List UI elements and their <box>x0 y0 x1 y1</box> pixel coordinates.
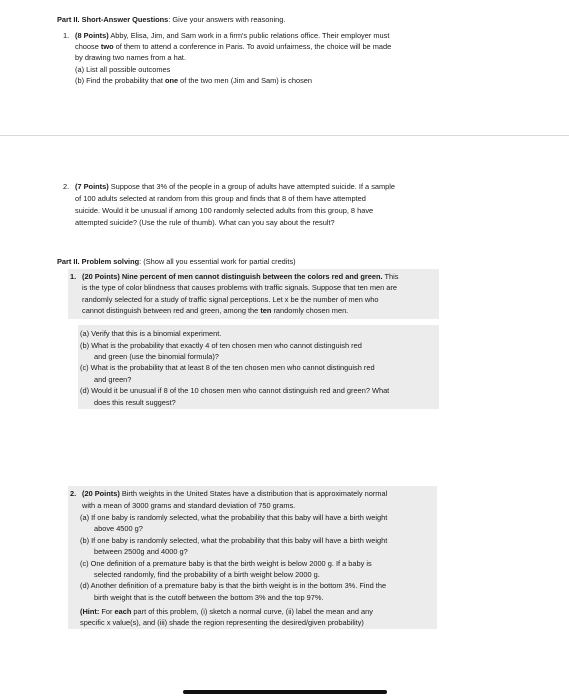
p2-part-c-line2: selected randomly, find the probability of a birth weight below 2000 g. <box>94 570 320 579</box>
p2-hint-line2: specific x value(s), and (iii) shade the region representing the desired/given probability) <box>80 618 364 627</box>
p2-part-b-line1: (b) If one baby is randomly selected, what the probability that this baby will have a birth weight <box>80 536 388 545</box>
problem-solving-heading: Part II. Problem solving: (Show all you essential work for partial credits) <box>57 257 296 266</box>
p2-line2: with a mean of 3000 grams and standard deviation of 750 grams. <box>82 501 296 510</box>
q1-line3: by drawing two names from a hat. <box>75 53 186 62</box>
page-divider <box>0 135 569 136</box>
p2-hint-line1: (Hint: For each part of this problem, (i) sketch a normal curve, (ii) label the mean and any <box>80 607 373 616</box>
p1-part-b-line2: and green (use the binomial formula)? <box>94 352 219 361</box>
p1-part-c-line1: (c) What is the probability that at least 8 of the ten chosen men who cannot distinguish red <box>80 363 375 372</box>
home-indicator[interactable] <box>183 690 387 694</box>
q2-number: 2. <box>63 182 70 191</box>
short-answer-heading: Part II. Short-Answer Questions: Give your answers with reasoning. <box>57 15 286 24</box>
q1-part-a: (a) List all possible outcomes <box>75 65 171 74</box>
p1-part-d-line2: does this result suggest? <box>94 398 176 407</box>
p1-part-c-line2: and green? <box>94 375 132 384</box>
p1-line1: (20 Points) Nine percent of men cannot distinguish between the colors red and green. This <box>82 272 399 281</box>
p1-line3: randomly selected for a study of traffic signal perceptions. Let x be the number of men who <box>82 295 379 304</box>
p2-part-c-line1: (c) One definition of a premature baby is that the birth weight is below 2000 g. If a baby is <box>80 559 372 568</box>
p2-part-a-line1: (a) If one baby is randomly selected, what the probability that this baby will have a birth weight <box>80 513 388 522</box>
p2-line1: (20 Points) Birth weights in the United States have a distribution that is approximately normal <box>82 489 388 498</box>
q2-line3: suicide. Would it be unusual if among 100 randomly selected adults from this group, 8 have <box>75 206 374 215</box>
q1-line2: choose two of them to attend a conference in Paris. To avoid unfairness, the choice will be made <box>75 42 392 51</box>
q2-line1: (7 Points) Suppose that 3% of the people in a group of adults have attempted suicide. If a sample <box>75 182 396 191</box>
q2-line4: attempted suicide? (Use the rule of thumb). What can you say about the result? <box>75 218 335 227</box>
p1-part-b-line1: (b) What is the probability that exactly 4 of ten chosen men who cannot distinguish red <box>80 341 362 350</box>
p1-number: 1. <box>70 272 77 281</box>
q1-number: 1. <box>63 31 70 40</box>
p1-part-d-line1: (d) Would it be unusual if 8 of the 10 chosen men who cannot distinguish red and green? What <box>80 386 390 395</box>
q1-line1: (8 Points) Abby, Elisa, Jim, and Sam work in a firm's public relations office. Their employer must <box>75 31 390 40</box>
p2-part-a-line2: above 4500 g? <box>94 524 143 533</box>
p1-part-a: (a) Verify that this is a binomial experiment. <box>80 329 222 338</box>
q1-part-b: (b) Find the probability that one of the two men (Jim and Sam) is chosen <box>75 76 313 85</box>
p2-part-b-line2: between 2500g and 4000 g? <box>94 547 188 556</box>
p2-part-d-line2: birth weight that is the cutoff between the bottom 3% and the top 97%. <box>94 593 324 602</box>
q2-line2: of 100 adults selected at random from this group and finds that 8 of them have attempted <box>75 194 366 203</box>
p2-part-d-line1: (d) Another definition of a premature baby is that the birth weight is in the bottom 3%. Find the <box>80 581 387 590</box>
p1-line2: is the type of color blindness that causes problems with traffic signals. Suppose that ten men are <box>82 283 397 292</box>
p1-line4: cannot distinguish between red and green, among the ten randomly chosen men. <box>82 306 349 315</box>
p2-number: 2. <box>70 489 77 498</box>
